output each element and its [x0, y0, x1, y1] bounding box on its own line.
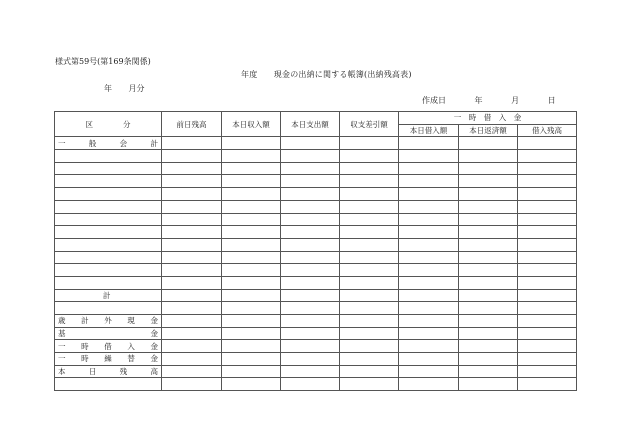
cell — [459, 175, 518, 188]
cell — [399, 175, 459, 188]
cell — [340, 200, 399, 213]
cell — [55, 162, 162, 175]
cash-ledger-table — [54, 111, 577, 391]
cell — [162, 315, 222, 328]
blank-row — [55, 200, 577, 213]
cell — [399, 378, 459, 391]
cell — [399, 365, 459, 378]
cell — [162, 175, 222, 188]
cell — [222, 226, 281, 239]
cell — [399, 315, 459, 328]
cell — [518, 365, 577, 378]
cell — [518, 302, 577, 315]
cell — [340, 378, 399, 391]
cell — [55, 175, 162, 188]
cell — [55, 378, 162, 391]
cell — [281, 238, 340, 251]
document-title: 年度 現金の出納に関する帳簿(出納残高表) — [241, 70, 412, 79]
cell — [518, 315, 577, 328]
cell — [459, 264, 518, 277]
cell — [222, 213, 281, 226]
cell — [162, 340, 222, 353]
cell — [55, 150, 162, 163]
cell — [459, 226, 518, 239]
cell — [222, 162, 281, 175]
row-temp-borrowing — [55, 340, 577, 353]
cell — [162, 213, 222, 226]
cell — [55, 226, 162, 239]
cell — [162, 162, 222, 175]
header-today-receipts: 本日収入額 — [222, 112, 281, 137]
cell — [55, 213, 162, 226]
header-kubun: 区 分 — [55, 112, 162, 137]
cell — [459, 276, 518, 289]
cell — [459, 365, 518, 378]
cell — [281, 162, 340, 175]
cell — [518, 276, 577, 289]
cell — [340, 150, 399, 163]
cell — [399, 264, 459, 277]
row-label-temp-transfer: 一時繰替金 — [55, 353, 162, 366]
cell — [222, 264, 281, 277]
cell — [518, 162, 577, 175]
cell — [399, 150, 459, 163]
cell — [281, 289, 340, 302]
cell — [459, 251, 518, 264]
cell — [222, 150, 281, 163]
cell — [340, 188, 399, 201]
cell — [518, 188, 577, 201]
cell — [518, 353, 577, 366]
cell — [399, 137, 459, 150]
cell — [222, 315, 281, 328]
cell — [459, 327, 518, 340]
cell — [518, 226, 577, 239]
cell — [55, 264, 162, 277]
cell — [518, 264, 577, 277]
cell — [55, 200, 162, 213]
cell — [459, 188, 518, 201]
blank-row — [55, 264, 577, 277]
cell — [340, 251, 399, 264]
blank-row — [55, 213, 577, 226]
cell — [399, 188, 459, 201]
cell — [281, 213, 340, 226]
form-number: 様式第59号(第169条関係) — [55, 57, 151, 66]
cell — [162, 226, 222, 239]
blank-row — [55, 251, 577, 264]
cell — [340, 137, 399, 150]
cell — [222, 200, 281, 213]
cell — [340, 238, 399, 251]
cell — [518, 150, 577, 163]
header-today-repayment: 本日返済額 — [459, 124, 518, 137]
blank-row — [55, 162, 577, 175]
row-general-account — [55, 137, 577, 150]
cell — [222, 289, 281, 302]
cell — [340, 289, 399, 302]
cell — [281, 200, 340, 213]
cell — [459, 238, 518, 251]
cell — [340, 353, 399, 366]
cell — [459, 378, 518, 391]
cell — [399, 353, 459, 366]
cell — [399, 276, 459, 289]
cell — [281, 302, 340, 315]
blank-row — [55, 226, 577, 239]
row-label-temp-borrowing: 一時借入金 — [55, 340, 162, 353]
cell — [281, 276, 340, 289]
cell — [281, 175, 340, 188]
cell — [518, 238, 577, 251]
cell — [222, 340, 281, 353]
cell — [399, 302, 459, 315]
cell — [162, 327, 222, 340]
cell — [162, 251, 222, 264]
cell — [162, 238, 222, 251]
cell — [281, 264, 340, 277]
cell — [459, 213, 518, 226]
cell — [222, 188, 281, 201]
cell — [399, 251, 459, 264]
cell — [162, 276, 222, 289]
cell — [518, 251, 577, 264]
cell — [399, 200, 459, 213]
cell — [281, 137, 340, 150]
cell — [459, 137, 518, 150]
cell — [55, 238, 162, 251]
blank-row — [55, 175, 577, 188]
cell — [518, 213, 577, 226]
header-today-borrowing: 本日借入額 — [399, 124, 459, 137]
cell — [518, 137, 577, 150]
cell — [459, 302, 518, 315]
header-prev-balance: 前日残高 — [162, 112, 222, 137]
blank-row — [55, 276, 577, 289]
cell — [399, 340, 459, 353]
header-temp-borrowing: 一 時 借 入 金 — [399, 112, 577, 125]
cell — [459, 150, 518, 163]
cell — [222, 353, 281, 366]
cell — [222, 378, 281, 391]
cell — [340, 340, 399, 353]
row-temp-transfer — [55, 353, 577, 366]
cell — [518, 289, 577, 302]
blank-row — [55, 302, 577, 315]
cell — [222, 365, 281, 378]
cell — [399, 327, 459, 340]
cell — [518, 378, 577, 391]
cell — [399, 213, 459, 226]
cell — [162, 365, 222, 378]
cell — [459, 162, 518, 175]
cell — [399, 226, 459, 239]
cell — [281, 378, 340, 391]
cell — [340, 213, 399, 226]
cell — [281, 353, 340, 366]
header-today-payments: 本日支出額 — [281, 112, 340, 137]
cell — [162, 289, 222, 302]
row-subtotal — [55, 289, 577, 302]
cell — [459, 315, 518, 328]
cell — [222, 302, 281, 315]
cell — [281, 340, 340, 353]
cell — [459, 353, 518, 366]
cell — [162, 353, 222, 366]
cell — [518, 340, 577, 353]
header-borrowing-balance: 借入残高 — [518, 124, 577, 137]
row-label-today-balance: 本日残高 — [55, 365, 162, 378]
cell — [162, 200, 222, 213]
blank-row — [55, 150, 577, 163]
cell — [281, 251, 340, 264]
row-label-non-budget-cash: 歳計外現金 — [55, 315, 162, 328]
cell — [222, 327, 281, 340]
cell — [162, 188, 222, 201]
cell — [55, 188, 162, 201]
cell — [340, 264, 399, 277]
blank-row — [55, 188, 577, 201]
row-label-fund: 基金 — [55, 327, 162, 340]
blank-row — [55, 378, 577, 391]
cell — [162, 150, 222, 163]
cell — [340, 302, 399, 315]
cell — [162, 264, 222, 277]
cell — [340, 315, 399, 328]
cell — [222, 137, 281, 150]
blank-row — [55, 238, 577, 251]
cell — [55, 276, 162, 289]
header-balance-diff: 収支差引額 — [340, 112, 399, 137]
row-today-balance — [55, 365, 577, 378]
cell — [281, 150, 340, 163]
cell — [399, 162, 459, 175]
cell — [459, 200, 518, 213]
year-month-label: 年 月分 — [104, 84, 145, 93]
cell — [222, 238, 281, 251]
cell — [55, 302, 162, 315]
cell — [222, 276, 281, 289]
cell — [340, 226, 399, 239]
cell — [459, 289, 518, 302]
created-date-label: 作成日 年 月 日 — [422, 96, 556, 105]
header-row-1 — [55, 112, 577, 125]
cell — [281, 327, 340, 340]
cell — [222, 175, 281, 188]
cell — [162, 137, 222, 150]
cell — [459, 340, 518, 353]
cell — [281, 226, 340, 239]
cell — [281, 188, 340, 201]
cell — [340, 327, 399, 340]
cell — [340, 276, 399, 289]
cell — [281, 365, 340, 378]
cell — [162, 378, 222, 391]
cell — [399, 238, 459, 251]
cell — [518, 175, 577, 188]
row-non-budget-cash — [55, 315, 577, 328]
cell — [162, 302, 222, 315]
cell — [518, 200, 577, 213]
cell — [340, 365, 399, 378]
cell — [340, 162, 399, 175]
cell — [518, 327, 577, 340]
cell — [222, 251, 281, 264]
row-label-subtotal: 計 — [55, 289, 162, 302]
row-fund — [55, 327, 577, 340]
cell — [55, 251, 162, 264]
cell — [281, 315, 340, 328]
cell — [340, 175, 399, 188]
cell — [399, 289, 459, 302]
row-label-general-account: 一般会計 — [55, 137, 162, 150]
